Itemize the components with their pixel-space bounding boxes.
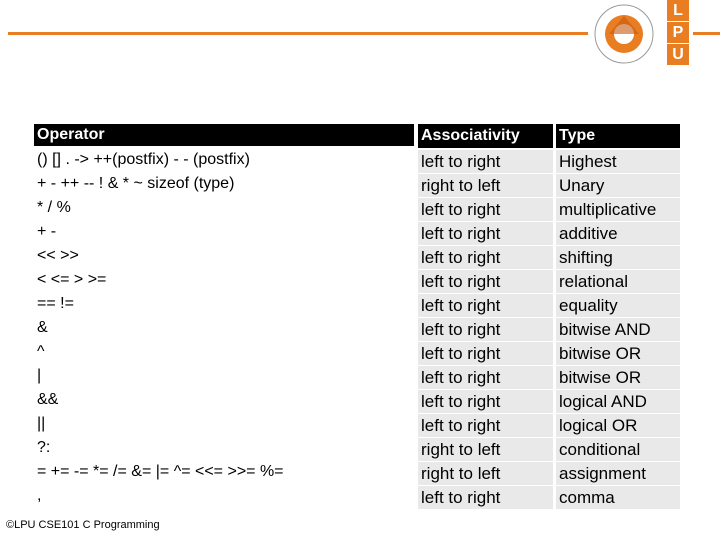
associativity-cell: left to right [418,198,553,222]
type-cell: logical AND [556,390,680,414]
associativity-cell: left to right [418,222,553,246]
operator-cell: == != [37,295,74,312]
associativity-cell: left to right [418,150,553,174]
associativity-cell: left to right [418,294,553,318]
logo-letter-p: P [667,22,689,43]
associativity-cell: left to right [418,246,553,270]
type-cell: Highest [556,150,680,174]
operator-cell: + - [37,223,57,240]
header-divider-right [693,32,720,35]
logo-letter-u: U [667,44,689,65]
type-cell: shifting [556,246,680,270]
associativity-column [418,124,553,510]
type-cell: relational [556,270,680,294]
associativity-cell: left to right [418,318,553,342]
operator-column [34,124,414,508]
associativity-cell: left to right [418,414,553,438]
logo-letter-l: L [667,0,689,21]
operator-cell: * / % [37,199,71,216]
associativity-cell: right to left [418,438,553,462]
type-cell: equality [556,294,680,318]
type-cell: assignment [556,462,680,486]
associativity-header: Associativity [418,124,553,148]
operator-cell: = += -= *= /= &= |= ^= <<= >>= %= [37,463,284,480]
operator-cell: + - ++ -- ! & * ~ sizeof (type) [37,175,235,192]
operator-cell: << >> [37,247,79,264]
associativity-cell: right to left [418,174,553,198]
associativity-cell: left to right [418,366,553,390]
operator-cell: ^ [37,343,45,360]
associativity-cell: right to left [418,462,553,486]
type-cell: additive [556,222,680,246]
type-cell: Unary [556,174,680,198]
operator-cell: ?: [37,439,51,456]
type-cell: logical OR [556,414,680,438]
type-cell: multiplicative [556,198,680,222]
header-divider [8,32,588,35]
associativity-cell: left to right [418,390,553,414]
operator-cell: | [37,367,42,384]
footer-copyright: ©LPU CSE101 C Programming [6,519,160,531]
operator-cell: && [37,391,59,408]
type-cell: conditional [556,438,680,462]
associativity-cell: left to right [418,486,553,510]
operator-cell: , [37,487,42,504]
operator-cell: || [37,415,46,432]
associativity-cell: left to right [418,270,553,294]
university-seal-icon [587,2,661,66]
type-header: Type [556,124,680,148]
operator-cell: () [] . -> ++(postfix) - - (postfix) [37,151,250,168]
type-cell: bitwise OR [556,366,680,390]
type-cell: bitwise AND [556,318,680,342]
lpu-logo [667,0,689,66]
type-column [556,124,680,510]
operator-cell: & [37,319,48,336]
type-cell: comma [556,486,680,510]
type-cell: bitwise OR [556,342,680,366]
operator-header: Operator [34,124,414,146]
operator-cell: < <= > >= [37,271,107,288]
associativity-cell: left to right [418,342,553,366]
